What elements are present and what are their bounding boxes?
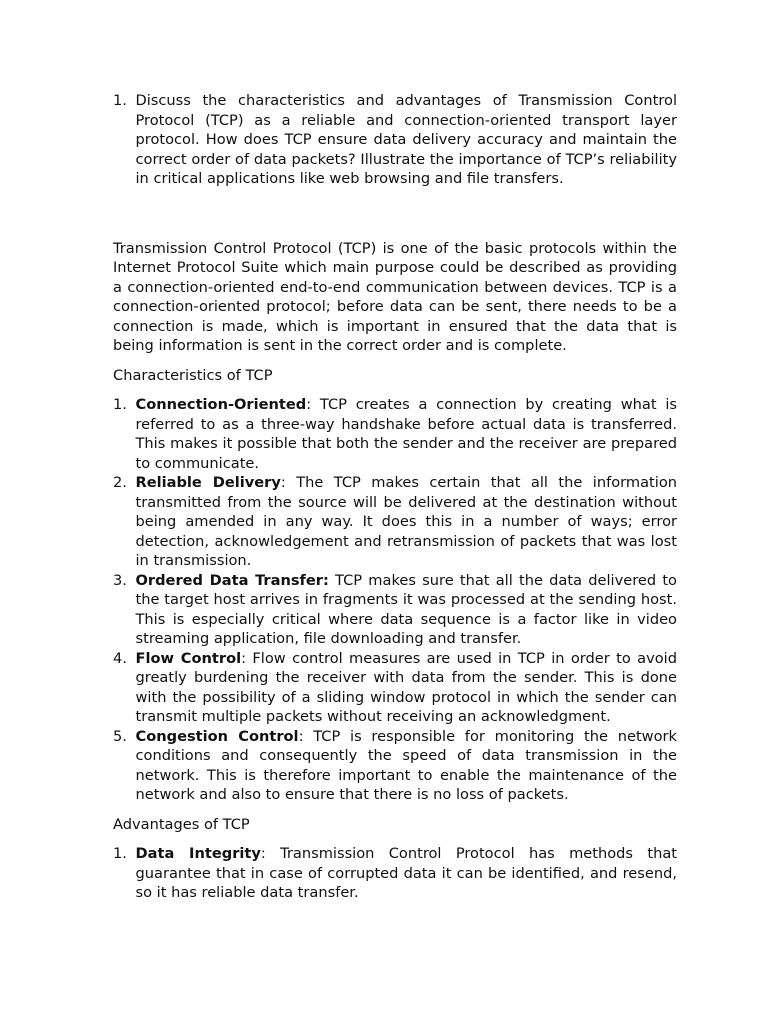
list-item [113, 649, 677, 727]
list-item-text: : The TCP makes certain that all the information transmitted from the source will be delivered at the destination without being amended in any way. It does this in a number of ways; error detection, acknowledgement and retransmission of packets that was lost in transmission. [135, 474, 677, 569]
list-item-term: Reliable Delivery [135, 474, 281, 491]
list-item-number: 2. [113, 474, 127, 491]
list-item-term: Flow Control [135, 649, 242, 667]
list-item-term: Congestion Control [135, 727, 299, 745]
list-item-text: : Flow control measures are used in TCP in order to avoid greatly burdening the receiver with data from the sender. This is done with the possibility of a sliding window protocol in which the sender can transmit multiple packets without receiving an acknowledgment. [135, 649, 678, 725]
list-item-number: 3. [113, 571, 127, 589]
characteristics-heading: Characteristics of TCP [113, 366, 273, 384]
list-item-number: 4. [113, 649, 127, 667]
advantages-heading: Advantages of TCP [113, 815, 250, 833]
list-item-number: 1. [113, 396, 127, 413]
list-item [113, 395, 677, 473]
question-text: Discuss the characteristics and advantages of Transmission Control Protocol (TCP) as a reliable and connection-oriented transport layer protocol. How does TCP ensure data delivery accuracy and maintain the correct order of data packets? Illustrate the importance of TCP’s reliability in critical applications like web browsing and file transfers. [135, 92, 677, 187]
question-item [113, 91, 677, 189]
document-page [113, 91, 677, 903]
list-item-number: 5. [113, 727, 127, 745]
advantages-list [113, 844, 677, 903]
list-item-text: : TCP is responsible for monitoring the network conditions and consequently the speed of data transmission in the network. This is therefore important to enable the maintenance of the network and also to ensure that there is no loss of packets. [135, 727, 677, 803]
list-item-term: Data Integrity [135, 845, 261, 862]
question-number: 1. [113, 92, 127, 109]
intro-paragraph: Transmission Control Protocol (TCP) is one of the basic protocols within the Internet Protocol Suite which main purpose could be described as providing a connection-oriented end-to-end communication between devices. TCP is a connection-oriented protocol; before data can be sent, there needs to be a connection is made, which is important in ensured that the data that is being information is sent in the correct order and is complete. [113, 239, 677, 354]
list-item [113, 727, 677, 805]
list-item [113, 844, 677, 903]
list-item-term: Connection-Oriented [135, 396, 307, 413]
list-item-term: Ordered Data Transfer: [135, 571, 329, 589]
list-item-text: : Transmission Control Protocol has methods that guarantee that in case of corrupted data it can be identified, and resend, so it has reliable data transfer. [135, 845, 677, 901]
list-item-text: TCP makes sure that all the data delivered to the target host arrives in fragments it was processed at the sending host. This is especially critical where data sequence is a factor like in video streaming application, file downloading and transfer. [135, 571, 677, 647]
list-item-text: : TCP creates a connection by creating what is referred to as a three-way handshake before actual data is transferred. This makes it possible that both the sender and the receiver are prepared to communicate. [135, 396, 677, 472]
list-item-number: 1. [113, 845, 127, 862]
list-item [113, 571, 677, 649]
list-item [113, 473, 677, 571]
characteristics-list [113, 395, 677, 805]
